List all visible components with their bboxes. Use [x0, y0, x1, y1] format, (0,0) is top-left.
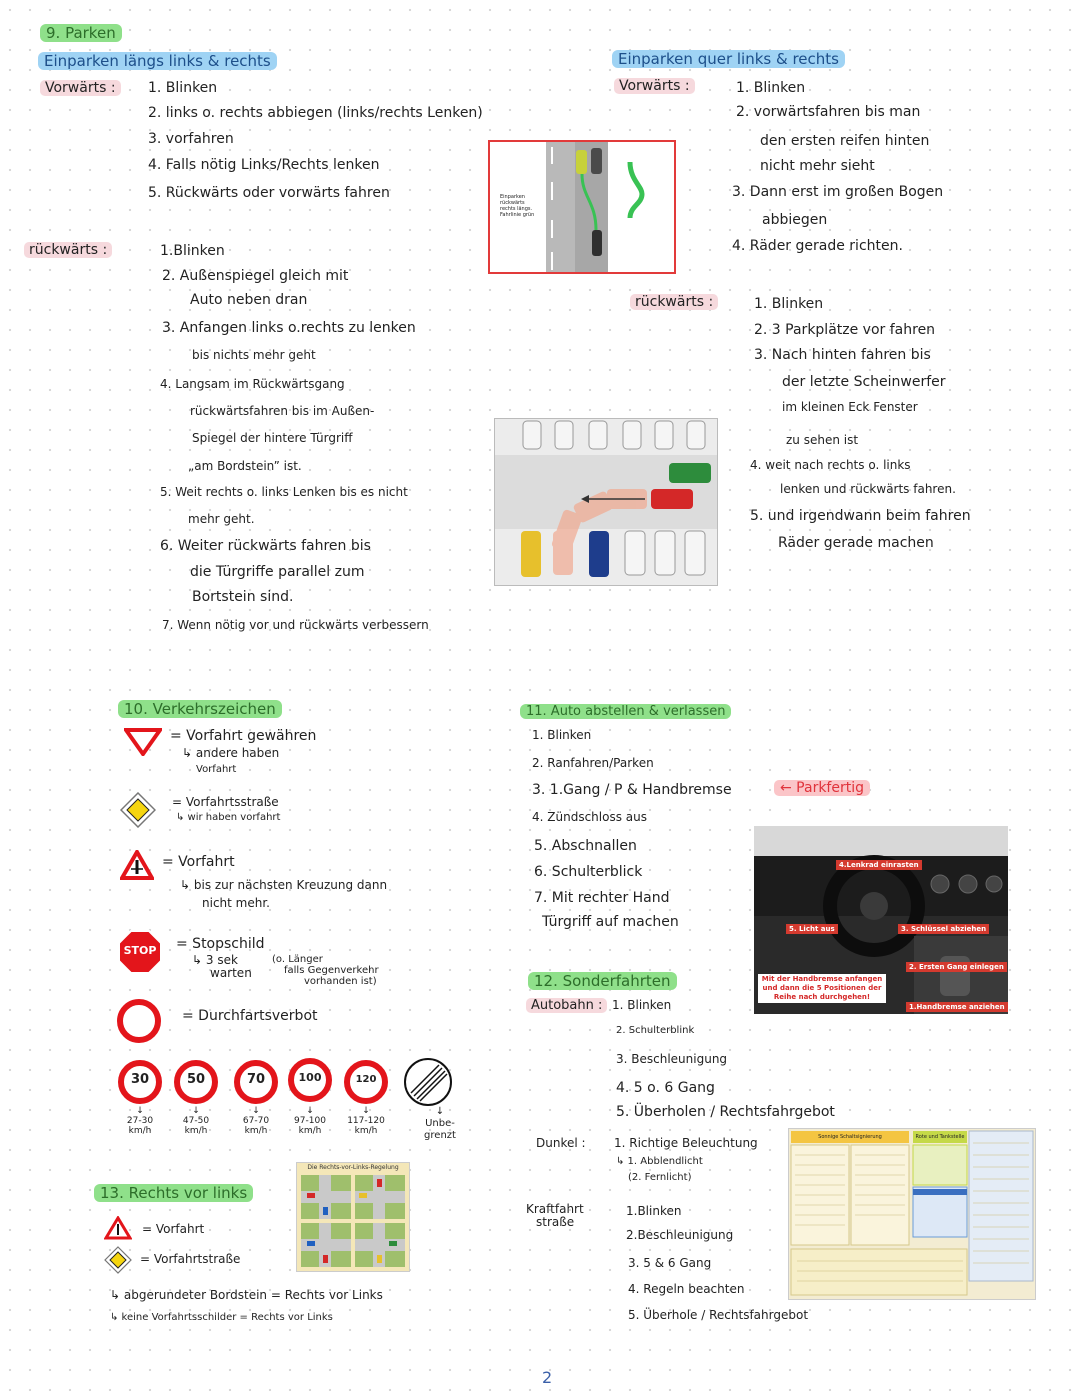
autobahn-step-1: 1. Blinken	[612, 998, 672, 1012]
quer-rueckwaerts-line-5: im kleinen Eck Fenster	[782, 400, 918, 414]
vorwaerts-step-5: 5. Rückwärts oder vorwärts fahren	[148, 185, 390, 201]
vorfahrt-text: = Vorfahrt	[162, 854, 235, 870]
no-entry-circle-icon	[116, 998, 162, 1044]
speed-limit-end-sign-icon	[402, 1056, 454, 1108]
quer-vorwaerts-line-2: 2. vorwärtsfahren bis man	[736, 104, 921, 120]
vorfahrt-gewaehren-sub2: Vorfahrt	[196, 764, 237, 775]
rueckwaerts-line-11: mehr geht.	[188, 512, 255, 526]
quer-vorwaerts-label: Vorwärts :	[614, 78, 695, 94]
dunkel-label: Dunkel :	[536, 1136, 586, 1150]
rueckwaerts-line-4: 3. Anfangen links o.rechts zu lenken	[162, 320, 416, 336]
speed-50-sign	[172, 1058, 220, 1106]
right-of-way-sign-icon	[120, 850, 154, 880]
rueckwaerts-line-14: Bortstein sind.	[192, 589, 294, 605]
label-lenkrad: 4.Lenkrad einrasten	[836, 860, 922, 870]
quer-vorwaerts-line-4: nicht mehr sieht	[760, 158, 875, 174]
autobahn-step-3: 3. Beschleunigung	[616, 1052, 728, 1066]
diagram-road	[490, 142, 674, 272]
dunkel-step-1: 1. Richtige Beleuchtung	[614, 1136, 758, 1150]
label-schluessel: 3. Schlüssel abziehen	[898, 924, 989, 934]
kraftfahrt-label-1: Kraftfahrt	[526, 1202, 584, 1216]
table-illustration	[789, 1129, 1035, 1299]
speed-50-range: ↓ 47-50 km/h	[182, 1106, 210, 1136]
quer-rueckwaerts-line-2: 2. 3 Parkplätze vor fahren	[754, 322, 936, 338]
car-interior-photo	[754, 826, 1008, 1014]
quer-rueckwaerts-line-8: lenken und rückwärts fahren.	[780, 482, 956, 496]
rueckwaerts-line-10: 5. Weit rechts o. links Lenken bis es nicht	[160, 485, 408, 499]
autobahn-step-4: 4. 5 o. 6 Gang	[616, 1080, 715, 1096]
page-number: 2	[542, 1368, 553, 1387]
label-licht: 5. Licht aus	[786, 924, 838, 934]
unbegrenzt-label: ↓ Unbe- grenzt	[424, 1106, 456, 1141]
section-9-title: 9. Parken	[40, 24, 122, 42]
quer-rueckwaerts-line-9: 5. und irgendwann beim fahren	[750, 508, 971, 524]
kraftfahrt-step-5: 5. Überhole / Rechtsfahrgebot	[628, 1308, 809, 1322]
rueckwaerts-label: rückwärts :	[24, 242, 112, 258]
autobahn-label: Autobahn :	[526, 998, 607, 1013]
stopschild-note3: vorhanden ist)	[304, 976, 377, 987]
quer-vorwaerts-line-7: 4. Räder gerade richten.	[732, 238, 903, 254]
sec13-vorfahrtsstrasse-text: = Vorfahrtstraße	[140, 1252, 241, 1266]
speed-120-range: ↓ 117-120 km/h	[347, 1106, 385, 1136]
rueckwaerts-line-12: 6. Weiter rückwärts fahren bis	[160, 538, 371, 554]
rechts-vor-links-image	[296, 1162, 410, 1272]
sec11-step-8: Türgriff auf machen	[542, 914, 679, 930]
durchfahrtsverbot-text: = Durchfartsverbot	[182, 1008, 318, 1024]
laengs-title: Einparken längs links & rechts	[38, 52, 277, 70]
quer-vorwaerts-line-5: 3. Dann erst im großen Bogen	[732, 184, 944, 200]
rueckwaerts-line-7: rückwärtsfahren bis im Außen-	[190, 404, 375, 418]
section-11-title: 11. Auto abstellen & verlassen	[520, 704, 731, 719]
speed-100-sign	[286, 1056, 334, 1104]
rueckwaerts-line-8: Spiegel der hintere Türgriff	[192, 431, 353, 445]
quer-rueckwaerts-line-10: Räder gerade machen	[778, 535, 934, 551]
stopschild-sub2: warten	[210, 966, 252, 980]
sec11-step-1: 1. Blinken	[532, 728, 592, 742]
sec11-step-5: 5. Abschnallen	[534, 838, 637, 854]
vorwaerts-step-1: 1. Blinken	[148, 80, 218, 96]
vorfahrt-gewaehren-text: = Vorfahrt gewähren	[170, 728, 317, 744]
rueckwaerts-line-2: 2. Außenspiegel gleich mit	[162, 268, 349, 284]
parkfertig-label: ← Parkfertig	[774, 780, 870, 796]
rueckwaerts-line-5: bis nichts mehr geht	[192, 348, 316, 362]
quer-rueckwaerts-line-3: 3. Nach hinten fahren bis	[754, 347, 931, 363]
dunkel-step-2: ↳ 1. Abblendlicht	[616, 1156, 703, 1167]
stopschild-text: = Stopschild	[176, 936, 265, 952]
quer-vorwaerts-line-6: abbiegen	[762, 212, 828, 228]
vorwaerts-label: Vorwärts :	[40, 80, 121, 96]
speed-30-value: 30	[130, 1072, 150, 1087]
autobahn-step-2: 2. Schulterblink	[616, 1025, 695, 1036]
stopschild-sub1: ↳ 3 sek	[192, 953, 238, 967]
sonderfahrten-table-image	[788, 1128, 1036, 1300]
quer-rueckwaerts-line-7: 4. weit nach rechts o. links	[750, 458, 911, 472]
sec11-step-7: 7. Mit rechter Hand	[534, 890, 670, 906]
sec13-note-1: ↳ abgerundeter Bordstein = Rechts vor Links	[110, 1288, 383, 1302]
quer-rueckwaerts-line-6: zu sehen ist	[786, 433, 859, 447]
laengs-parking-diagram	[488, 140, 676, 274]
rueckwaerts-line-3: Auto neben dran	[190, 292, 308, 308]
speed-70-value: 70	[246, 1072, 266, 1087]
sec13-vorfahrt-text: = Vorfahrt	[142, 1222, 205, 1236]
kraftfahrt-step-4: 4. Regeln beachten	[628, 1282, 745, 1296]
table-header-2: Rote und Tankstelle	[913, 1131, 967, 1143]
table-header-1: Sonnige Schaltsignierung	[791, 1131, 909, 1143]
vorwaerts-step-3: 3. vorfahren	[148, 131, 234, 147]
quer-vorwaerts-line-1: 1. Blinken	[736, 80, 806, 96]
label-hinweis: Mit der Handbremse anfangen und dann die 5 Positionen der Reihe nach durchgehen!	[758, 974, 886, 1003]
vorfahrtsstrasse-sub: ↳ wir haben vorfahrt	[176, 812, 281, 823]
section-12-title: 12. Sonderfahrten	[528, 972, 677, 990]
sec11-step-3: 3. 1.Gang / P & Handbremse	[532, 782, 732, 798]
sec11-step-2: 2. Ranfahren/Parken	[532, 756, 654, 770]
kraftfahrt-step-2: 2.Beschleunigung	[626, 1228, 734, 1242]
quer-vorwaerts-line-3: den ersten reifen hinten	[760, 133, 930, 149]
stopschild-note1: (o. Länger	[272, 954, 323, 965]
speed-100-range: ↓ 97-100 km/h	[294, 1106, 326, 1136]
stop-sign-text: STOP	[123, 944, 157, 957]
vorwaerts-step-4: 4. Falls nötig Links/Rechts lenken	[148, 157, 380, 173]
speed-120-sign	[342, 1058, 390, 1106]
kraftfahrt-label-2: straße	[536, 1215, 575, 1229]
rueckwaerts-line-15: 7. Wenn nötig vor und rückwärts verbessern	[162, 618, 429, 632]
vorfahrt-sub1: ↳ bis zur nächsten Kreuzung dann	[180, 878, 388, 892]
vorwaerts-step-2: 2. links o. rechts abbiegen (links/rechts Lenken)	[148, 105, 483, 121]
yield-sign-icon	[124, 728, 162, 756]
right-of-way-sign-small-icon	[104, 1216, 132, 1240]
speed-100-value: 100	[298, 1071, 322, 1084]
section-10-title: 10. Verkehrszeichen	[118, 700, 282, 718]
rueckwaerts-line-1: 1.Blinken	[160, 243, 225, 259]
sec13-note-2: ↳ keine Vorfahrtsschilder = Rechts vor Links	[110, 1312, 333, 1323]
priority-road-sign-small-icon	[104, 1246, 132, 1274]
quer-rueckwaerts-line-4: der letzte Scheinwerfer	[782, 374, 946, 390]
quer-parking-diagram	[494, 418, 718, 586]
vorfahrt-gewaehren-sub1: ↳ andere haben	[182, 746, 280, 760]
rueckwaerts-line-13: die Türgriffe parallel zum	[190, 564, 365, 580]
quer-title: Einparken quer links & rechts	[612, 50, 845, 68]
speed-30-range: ↓ 27-30 km/h	[126, 1106, 154, 1136]
rueckwaerts-line-6: 4. Langsam im Rückwärtsgang	[160, 377, 345, 391]
kraftfahrt-step-3: 3. 5 & 6 Gang	[628, 1256, 712, 1270]
speed-50-value: 50	[186, 1072, 206, 1087]
intersection-illustration	[297, 1163, 409, 1271]
speed-120-value: 120	[355, 1074, 377, 1085]
label-gang: 2. Ersten Gang einlegen	[906, 962, 1007, 972]
speed-70-sign	[232, 1058, 280, 1106]
rechts-vor-links-image-title: Die Rechts-vor-Links-Regelung	[307, 1164, 399, 1171]
stopschild-note2: falls Gegenverkehr	[284, 965, 379, 976]
vorfahrtsstrasse-text: = Vorfahrtsstraße	[172, 795, 279, 809]
priority-road-sign-icon	[120, 792, 156, 828]
speed-30-sign	[116, 1058, 164, 1106]
diagram-caption: Einparken rückwärts rechts längs. Fahrlinie grün	[500, 194, 535, 218]
rueckwaerts-line-9: „am Bordstein” ist.	[188, 459, 302, 473]
label-handbremse: 1.Handbremse anziehen	[906, 1002, 1008, 1012]
autobahn-step-5: 5. Überholen / Rechtsfahrgebot	[616, 1104, 835, 1120]
sec11-step-6: 6. Schulterblick	[534, 864, 643, 880]
dunkel-step-3: (2. Fernlicht)	[628, 1172, 692, 1183]
speed-70-range: ↓ 67-70 km/h	[242, 1106, 270, 1136]
section-13-title: 13. Rechts vor links	[94, 1184, 253, 1202]
sec11-step-4: 4. Zündschloss aus	[532, 810, 647, 824]
parking-lot-illustration	[495, 419, 717, 585]
quer-rueckwaerts-line-1: 1. Blinken	[754, 296, 824, 312]
quer-rueckwaerts-label: rückwärts :	[630, 294, 718, 310]
kraftfahrt-step-1: 1.Blinken	[626, 1204, 682, 1218]
vorfahrt-sub2: nicht mehr.	[202, 896, 270, 910]
